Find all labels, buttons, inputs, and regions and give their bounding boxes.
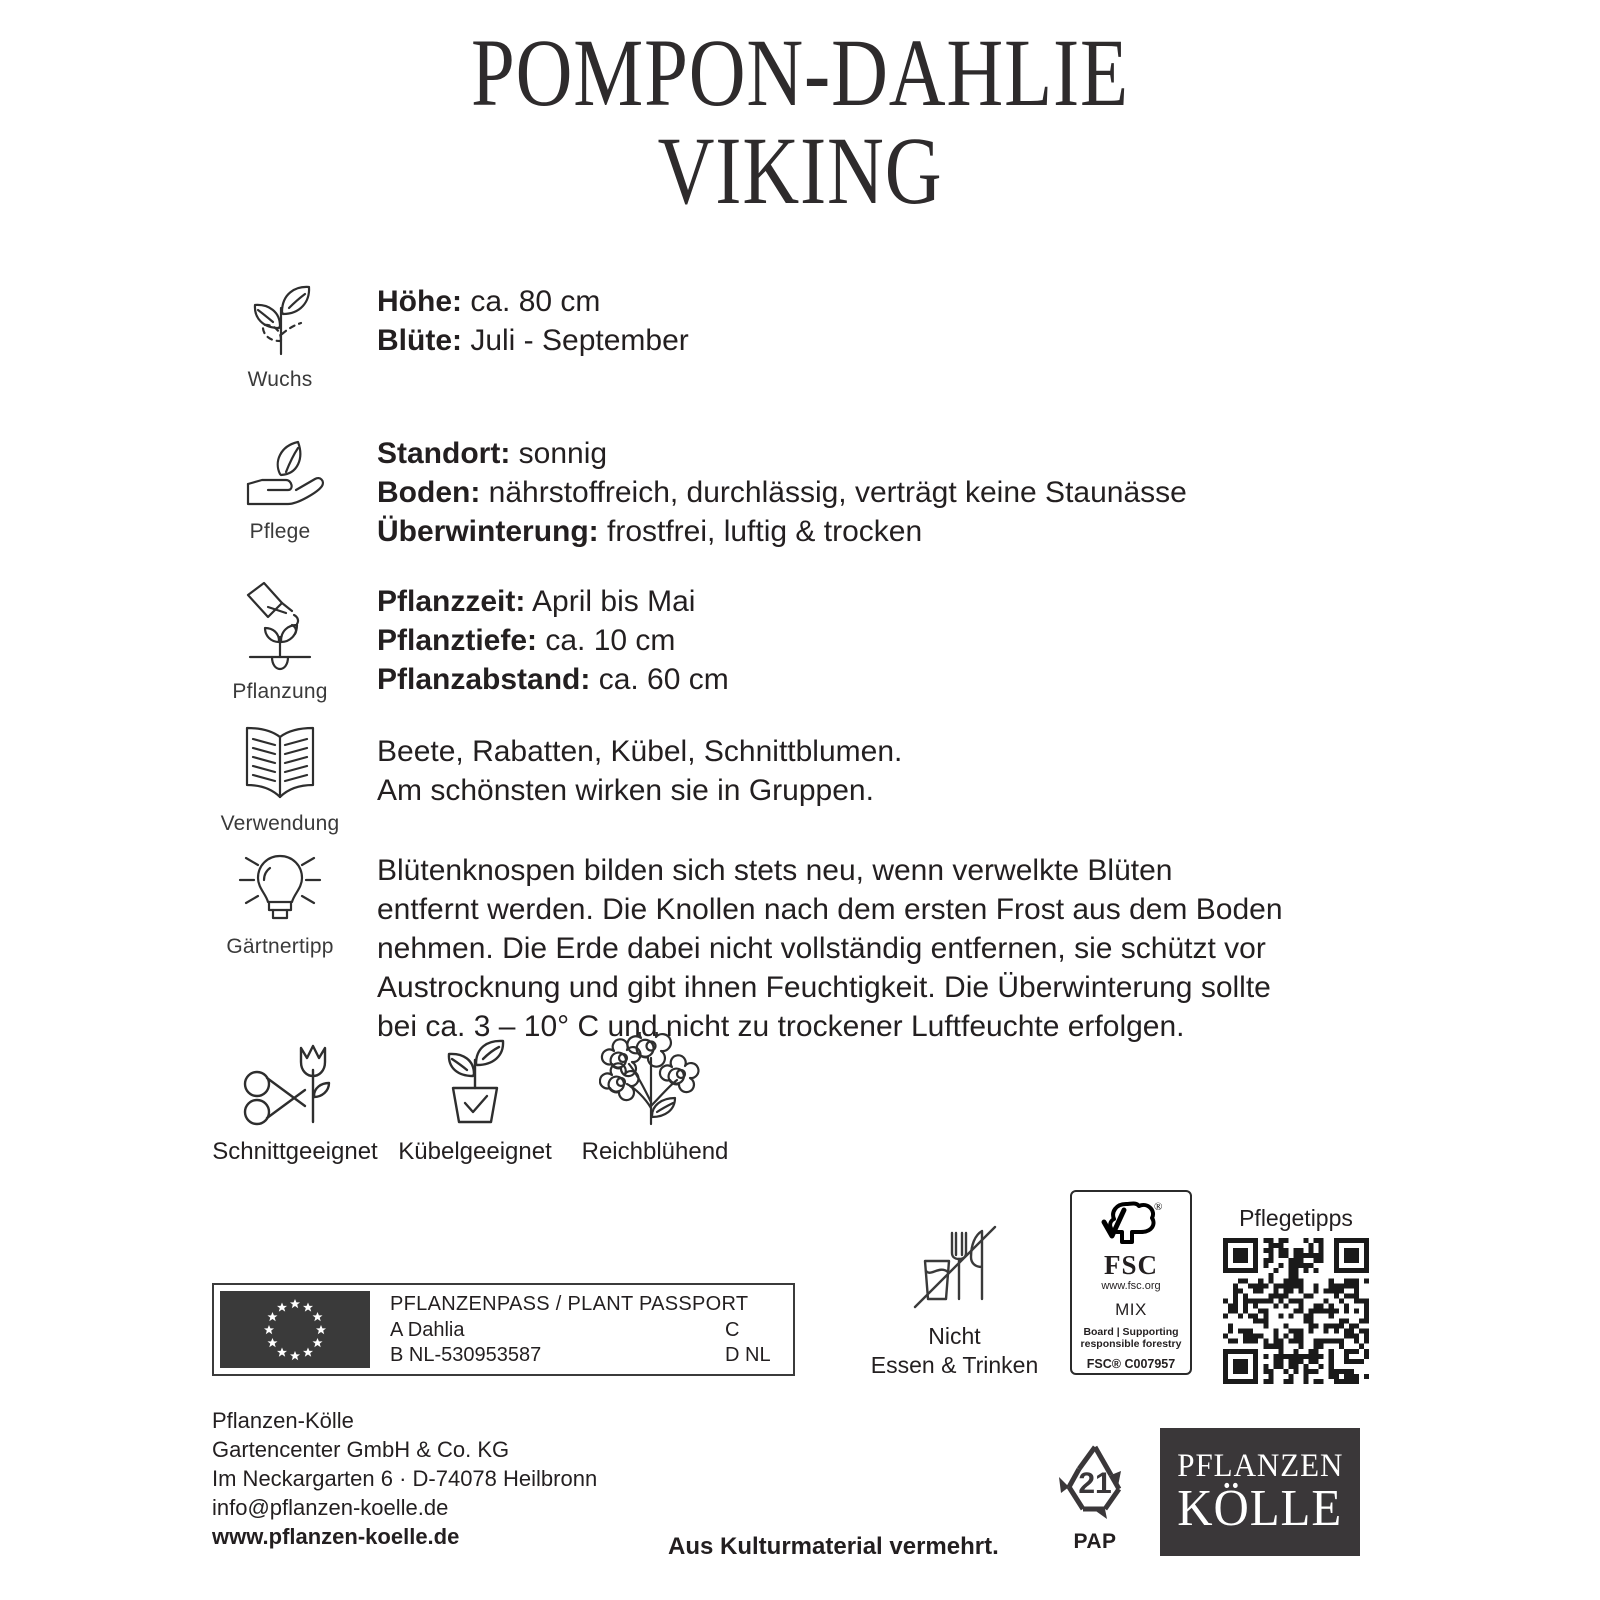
info-line: entfernt werden. Die Knollen nach dem ersten Frost aus dem Boden	[377, 893, 1283, 926]
qr-code-icon[interactable]	[1223, 1238, 1369, 1384]
feature-label: Schnittgeeignet	[212, 1138, 378, 1165]
brand-logo	[1160, 1428, 1360, 1556]
address-line-3: Im Neckargarten 6 · D-74078 Heilbronn	[212, 1466, 598, 1491]
icon-column	[205, 278, 355, 392]
passport-title: PFLANZENPASS / PLANT PASSPORT	[390, 1293, 749, 1315]
feature-label: Reichblühend	[581, 1138, 729, 1165]
company-address	[212, 1406, 597, 1551]
info-row-verwendung	[205, 722, 902, 836]
eu-flag-icon	[220, 1291, 370, 1368]
info-line: Beete, Rabatten, Kübel, Schnittblumen.	[377, 735, 903, 768]
passport-text	[376, 1285, 793, 1374]
passport-row	[390, 1343, 781, 1368]
info-text-verwendung	[355, 722, 902, 810]
info-line: Pflanztiefe: ca. 10 cm	[377, 624, 676, 657]
title-line-2: VIKING	[657, 116, 943, 224]
fsc-description-line-1: Board | Supporting	[1083, 1326, 1179, 1338]
qr-caption: Pflegetipps	[1239, 1205, 1353, 1231]
info-text-wuchs	[355, 278, 689, 360]
info-line: Austrocknung und gibt ihnen Feuchtigkeit. Die Überwinterung sollte	[377, 971, 1271, 1004]
info-line: Pflanzzeit: April bis Mai	[377, 585, 696, 618]
icon-caption: Pflanzung	[232, 680, 328, 703]
no-eat-drink-block	[862, 1212, 1047, 1380]
info-line: nehmen. Die Erde dabei nicht vollständig entfernen, sie schützt vor	[377, 932, 1266, 965]
icon-column	[205, 430, 355, 544]
icon-caption: Verwendung	[220, 812, 340, 835]
feature-schnittgeeignet	[205, 1030, 385, 1166]
info-line: Überwinterung: frostfrei, luftig & trocken	[377, 515, 923, 548]
passport-label: A Dahlia	[390, 1319, 465, 1341]
info-line: Blütenknospen bilden sich stets neu, wenn verwelkte Blüten	[377, 854, 1173, 887]
fsc-code: FSC® C007957	[1086, 1357, 1176, 1371]
info-line: Blüte: Juli - September	[377, 324, 689, 357]
info-line: Höhe: ca. 80 cm	[377, 285, 601, 318]
info-line: bei ca. 3 – 10° C und nicht zu trockener Luftfeuchte erfolgen.	[377, 1010, 1185, 1043]
care-tips-qr-block	[1216, 1205, 1376, 1384]
icon-column	[205, 722, 355, 836]
address-line-1: Pflanzen-Kölle	[212, 1408, 354, 1433]
address-website[interactable]: www.pflanzen-koelle.de	[212, 1524, 460, 1549]
icon-caption: Pflege	[249, 520, 311, 543]
title-line-1: POMPON-DAHLIE	[471, 19, 1129, 126]
recycling-pap-icon	[1040, 1437, 1150, 1528]
svg-text:®: ®	[1154, 1201, 1163, 1213]
info-row-pflanzung	[205, 578, 729, 704]
feature-label: Kübelgeeignet	[398, 1138, 552, 1165]
info-line: Pflanzabstand: ca. 60 cm	[377, 663, 729, 696]
brand-line-2: KÖLLE	[1177, 1480, 1343, 1537]
icon-caption: Gärtnertipp	[226, 935, 334, 958]
open-book-icon	[225, 722, 335, 808]
watering-can-seedling-icon	[225, 578, 335, 676]
fsc-url: www.fsc.org	[1101, 1280, 1161, 1292]
feature-kuebelgeeignet	[385, 1030, 565, 1166]
info-text-gaertnertipp	[355, 845, 1377, 1046]
address-line-2: Gartencenter GmbH & Co. KG	[212, 1437, 510, 1462]
no-eat-drink-icon	[862, 1212, 1047, 1322]
fsc-description	[1081, 1326, 1182, 1350]
info-line: Boden: nährstoffreich, durchlässig, verträgt keine Staunässe	[377, 476, 1187, 509]
passport-code: C	[725, 1319, 740, 1341]
info-row-pflege	[205, 430, 1187, 551]
fsc-tree-checkmark-icon	[1098, 1198, 1164, 1254]
fsc-description-line-2: responsible forestry	[1080, 1338, 1182, 1350]
brand-line-1: PFLANZEN	[1176, 1448, 1344, 1484]
info-line: Standort: sonnig	[377, 437, 608, 470]
passport-label: B NL-530953587	[390, 1344, 542, 1366]
passport-rows	[390, 1318, 781, 1368]
icon-caption: Wuchs	[247, 368, 313, 391]
recycling-pap-block	[1040, 1437, 1150, 1554]
no-eat-line-2: Essen & Trinken	[870, 1352, 1039, 1378]
info-text-pflege	[355, 430, 1187, 551]
address-email: info@pflanzen-koelle.de	[212, 1495, 449, 1520]
fsc-mix-label: MIX	[1115, 1300, 1147, 1319]
passport-code: D NL	[725, 1344, 771, 1366]
info-row-wuchs	[205, 278, 689, 392]
kulturmaterial-note: Aus Kulturmaterial vermehrt.	[668, 1533, 999, 1560]
info-text-pflanzung	[355, 578, 729, 699]
info-line: Am schönsten wirken sie in Gruppen.	[377, 774, 874, 807]
fsc-wordmark: FSC	[1103, 1250, 1158, 1280]
passport-row	[390, 1318, 781, 1343]
plant-growth-icon	[225, 278, 335, 364]
pap-number: 21	[1078, 1467, 1112, 1500]
flower-bouquet-icon	[599, 1030, 711, 1126]
plant-passport-box	[212, 1283, 795, 1376]
page-title	[0, 19, 1600, 224]
feature-icon-row	[205, 1030, 745, 1166]
lightbulb-idea-icon	[225, 845, 335, 931]
icon-column	[205, 578, 355, 704]
info-row-gaertnertipp	[205, 845, 1377, 1046]
pap-label: PAP	[1073, 1530, 1117, 1553]
fsc-label	[1070, 1190, 1192, 1375]
icon-column	[205, 845, 355, 959]
no-eat-line-1: Nicht	[928, 1323, 981, 1349]
scissors-tulip-icon	[241, 1030, 349, 1126]
hand-leaf-care-icon	[225, 430, 335, 516]
feature-reichbluehend	[565, 1030, 745, 1166]
potted-plant-check-icon	[425, 1030, 525, 1126]
no-eat-drink-label	[862, 1322, 1047, 1380]
